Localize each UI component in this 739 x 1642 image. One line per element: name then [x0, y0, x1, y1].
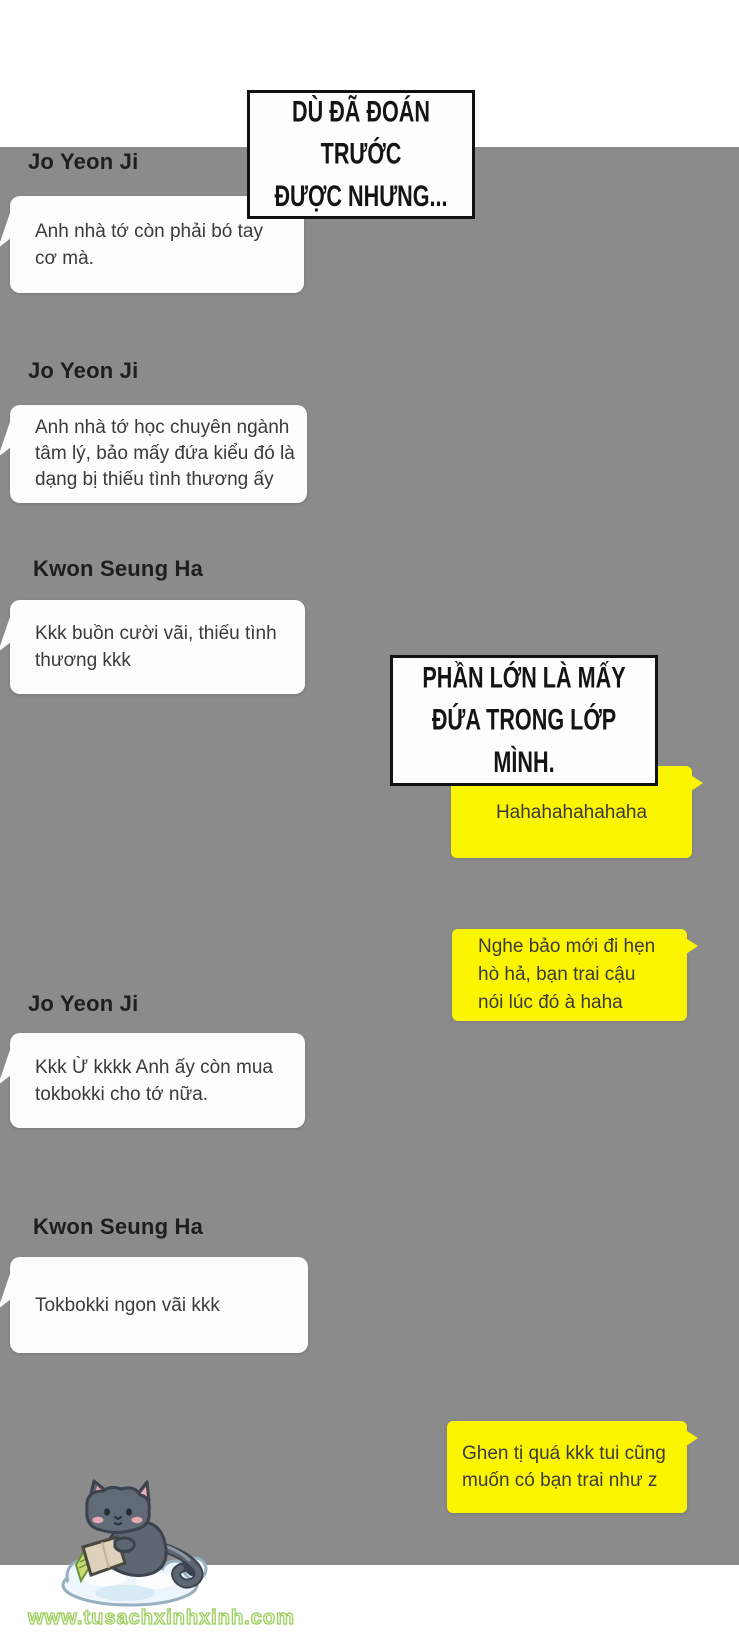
- narration-text: DÙ ĐÃ ĐOÁN TRƯỚC ĐƯỢC NHƯNG...: [274, 95, 448, 213]
- chat-bubble-right: [447, 1421, 687, 1513]
- cat-head: [87, 1481, 150, 1533]
- chat-bubble-left: [10, 600, 305, 694]
- bubble-text: Nghe bảo mới đi hẹn hò hả, bạn trai cậu nói lúc đó à haha: [478, 936, 656, 1013]
- bubble-text: Anh nhà tớ còn phải bó tay cơ mà.: [35, 220, 263, 269]
- bubble-text: Kkk Ừ kkkk Anh ấy còn mua tokbokki cho tớ nữa.: [35, 1056, 273, 1105]
- bubble-tail: [0, 614, 12, 658]
- chat-bubble-right: [452, 929, 687, 1021]
- narration-box: [247, 90, 475, 219]
- bubble-tail: [678, 766, 704, 796]
- bubble-text: Hahahahahahaha: [495, 801, 648, 823]
- bubble-tail: [0, 419, 12, 463]
- site-watermark: www.tusachxinhxinh.com: [28, 1607, 295, 1629]
- sender-name: Jo Yeon Ji: [28, 991, 139, 1016]
- narration-text: PHẦN LỚN LÀ MẤY ĐỨA TRONG LỚP MÌNH.: [422, 661, 626, 779]
- chat-bubble-left: [10, 1033, 305, 1128]
- cat-paw: [115, 1538, 134, 1552]
- bubble-text: Ghen tị quá kkk tui cũng muốn có bạn trai như z: [462, 1443, 666, 1491]
- bubble-tail: [673, 1421, 699, 1451]
- bubble-text: Tokbokki ngon vãi kkk: [35, 1294, 220, 1316]
- bubble-text: Anh nhà tớ học chuyên ngành tâm lý, bảo mấy đứa kiểu đó là dạng bị thiếu tình thương ấy: [35, 417, 295, 490]
- sender-name: Jo Yeon Ji: [28, 149, 139, 174]
- cat-mascot-illustration: [45, 1468, 220, 1620]
- bubble-tail: [0, 1047, 12, 1091]
- narration-box: [390, 655, 658, 786]
- bubble-tail: [0, 1271, 12, 1315]
- sender-name: Kwon Seung Ha: [33, 1214, 204, 1239]
- chat-bubble-left: [10, 1257, 308, 1353]
- bubble-tail: [673, 929, 699, 959]
- sender-name: Jo Yeon Ji: [28, 358, 139, 383]
- chat-bubble-left: [10, 405, 307, 503]
- bubble-text: Kkk buồn cười vãi, thiếu tình thương kkk: [35, 623, 277, 671]
- sender-name: Kwon Seung Ha: [33, 556, 204, 581]
- bubble-tail: [0, 210, 12, 254]
- cat-mascot: [45, 1468, 220, 1620]
